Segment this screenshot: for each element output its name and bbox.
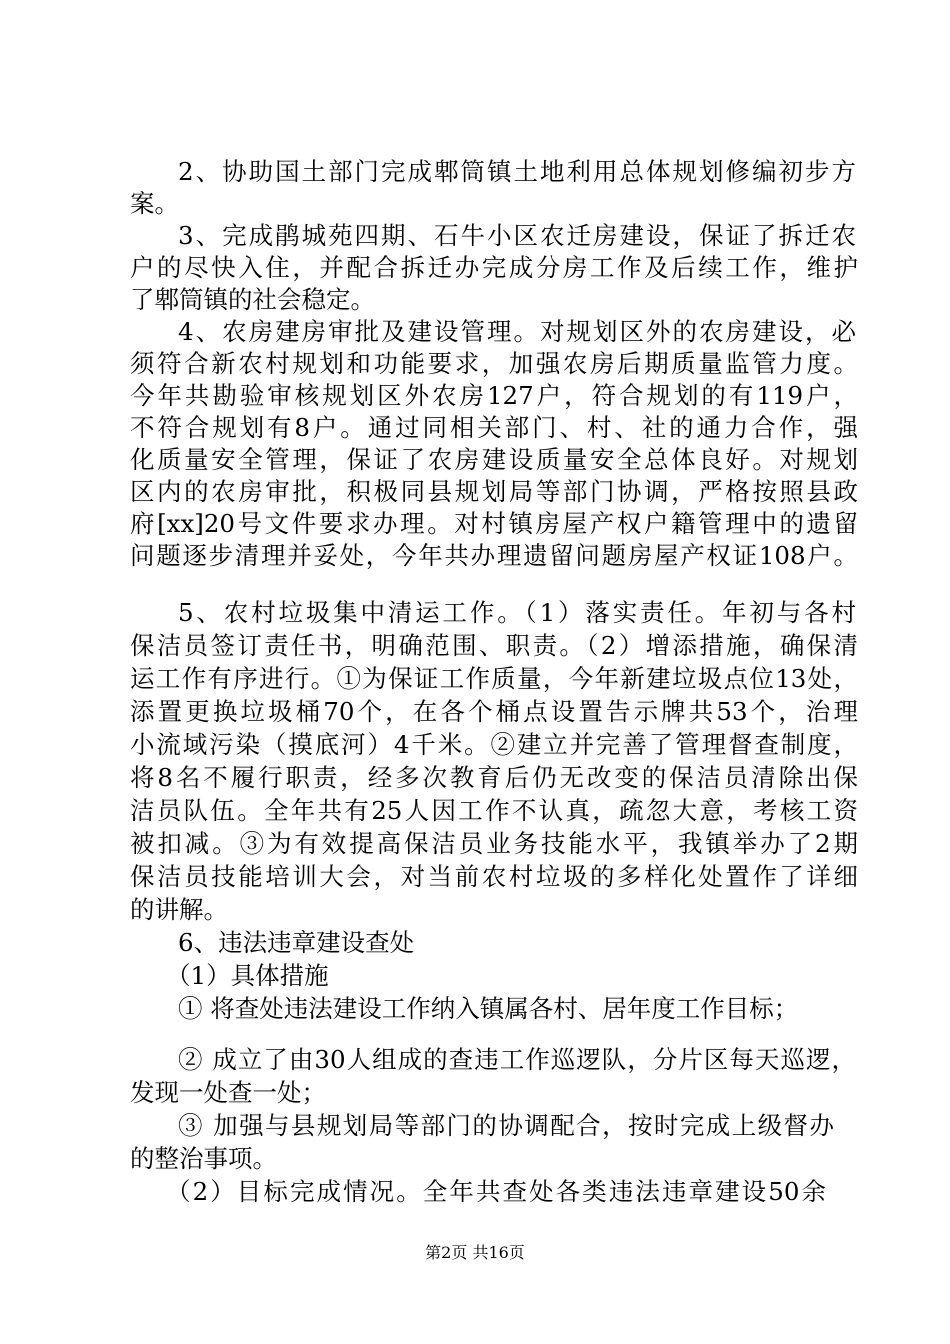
subsection-heading: （1）具体措施 — [166, 961, 329, 990]
text-line: 被扣减。③为有效提高保洁员业务技能水平，我镇举办了2期 — [130, 829, 858, 858]
list-item: ③ 加强与县规划局等部门的协调配合，按时完成上级督办 — [178, 1111, 834, 1140]
text-line: 小流域污染（摸底河）4千米。②建立并完善了管理督查制度， — [130, 730, 858, 759]
text-line: 4、农房建房审批及建设管理。对规划区外的农房建设，必 — [178, 317, 856, 346]
text-line: 发现一处查一处； — [130, 1078, 326, 1107]
section-heading: 6、违法违章建设查处 — [178, 928, 415, 957]
text-line: 的整治事项。 — [130, 1144, 277, 1173]
text-line: 须符合新农村规划和功能要求，加强农房后期质量监管力度。 — [130, 349, 858, 378]
text-line: 户的尽快入住，并配合拆迁办完成分房工作及后续工作，维护 — [130, 253, 858, 282]
text-line: 添置更换垃圾桶70个，在各个桶点设置告示牌共53个，治理 — [130, 697, 858, 726]
text-line: 府[xx]20号文件要求办理。对村镇房屋产权户籍管理中的遗留 — [130, 509, 858, 538]
text-line: 的讲解。 — [130, 895, 228, 924]
text-line: 保洁员技能培训大会，对当前农村垃圾的多样化处置作了详细 — [130, 862, 858, 891]
text-line: 2、协助国土部门完成郫筒镇土地利用总体规划修编初步方 — [178, 157, 856, 186]
text-line: 化质量安全管理，保证了农房建设质量安全总体良好。对规划 — [130, 445, 858, 474]
list-item: ① 将查处违法建设工作纳入镇属各村、居年度工作目标； — [178, 994, 799, 1023]
text-line: 保洁员签订责任书，明确范围、职责。（2）增添措施，确保清 — [130, 631, 858, 660]
text-line: 3、完成鹃城苑四期、石牛小区农迁房建设，保证了拆迁农 — [178, 221, 856, 250]
subsection-heading: （2）目标完成情况。全年共查处各类违法违章建设50余 — [166, 1177, 826, 1206]
text-line: 案。 — [130, 189, 179, 218]
text-line: 运工作有序进行。①为保证工作质量，今年新建垃圾点位13处， — [130, 664, 858, 693]
text-line: 了郫筒镇的社会稳定。 — [130, 285, 375, 314]
text-line: 将8名不履行职责，经多次教育后仍无改变的保洁员清除出保 — [130, 763, 858, 792]
text-line: 5、农村垃圾集中清运工作。（1）落实责任。年初与各村 — [178, 598, 856, 627]
list-item: ② 成立了由30人组成的查违工作巡逻队，分片区每天巡逻， — [178, 1045, 856, 1074]
text-line: 今年共勘验审核规划区外农房127户，符合规划的有119户， — [130, 381, 858, 410]
text-line: 问题逐步清理并妥处，今年共办理遗留问题房屋产权证108户。 — [130, 541, 858, 570]
text-line: 不符合规划有8户。通过同相关部门、村、社的通力合作，强 — [130, 413, 858, 442]
text-line: 洁员队伍。全年共有25人因工作不认真，疏忽大意，考核工资 — [130, 796, 858, 825]
text-line: 区内的农房审批，积极同县规划局等部门协调，严格按照县政 — [130, 477, 858, 506]
page-footer: 第2页 共16页 — [425, 1243, 525, 1262]
